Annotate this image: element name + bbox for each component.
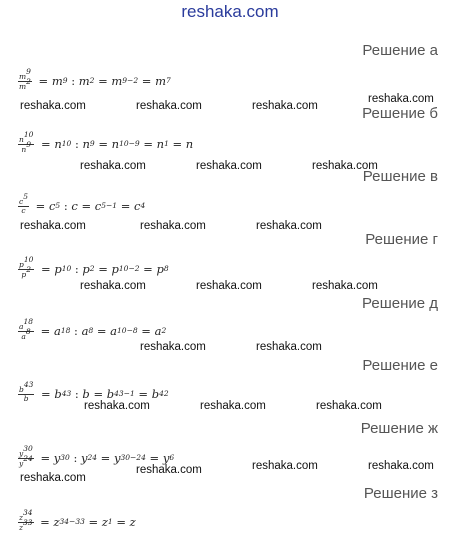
equation-b: $\frac{n^{10}}{n^9}$ = n 10 : n 9 = n 10−9 = n 1 = n — [19, 130, 194, 154]
fraction: $\frac{z^{34}}{z^{33}}$ — [19, 508, 33, 532]
fraction: $\frac{y^{30}}{y^{24}}$ — [19, 444, 33, 468]
heading-solution-b: Решение б — [362, 105, 438, 122]
watermark: reshaka.com — [196, 160, 262, 172]
watermark: reshaka.com — [252, 460, 318, 472]
heading-solution-zh: Решение ж — [360, 420, 438, 437]
fraction: $\frac{m^9}{m^2}$ — [19, 67, 31, 91]
watermark: reshaka.com — [252, 100, 318, 112]
equation-a: $\frac{m^9}{m^2}$ = m 9 : m 2 = m 9−2 = m 7 — [19, 67, 171, 91]
heading-solution-e: Решение е — [362, 357, 438, 374]
watermark: reshaka.com — [84, 400, 150, 412]
fraction: $\frac{c^5}{c}$ — [19, 192, 28, 215]
site-title[interactable]: reshaka.com — [181, 2, 279, 21]
fraction: $\frac{b^{43}}{b}$ — [19, 380, 34, 403]
equation-d: $\frac{a^{18}}{a^8}$ = a 18 : a 8 = a 10−8 = a 2 — [19, 317, 167, 341]
heading-solution-d: Решение д — [362, 295, 438, 312]
watermark: reshaka.com — [140, 341, 206, 353]
watermark: reshaka.com — [20, 220, 86, 232]
watermark: reshaka.com — [368, 460, 434, 472]
watermark: reshaka.com — [80, 160, 146, 172]
watermark: reshaka.com — [312, 160, 378, 172]
watermark: reshaka.com — [136, 100, 202, 112]
watermark: reshaka.com — [256, 220, 322, 232]
equation-z: $\frac{z^{34}}{z^{33}}$ = z 34−33 = z 1 = z — [19, 508, 136, 532]
watermark: reshaka.com — [368, 93, 434, 105]
watermark: reshaka.com — [20, 472, 86, 484]
equation-e: $\frac{b^{43}}{b}$ = b 43 : b = b 43−1 = b 42 — [19, 380, 169, 403]
watermark: reshaka.com — [256, 341, 322, 353]
watermark: reshaka.com — [312, 280, 378, 292]
watermark: reshaka.com — [80, 280, 146, 292]
watermark: reshaka.com — [316, 400, 382, 412]
fraction: $\frac{a^{18}}{a^8}$ — [19, 317, 34, 341]
watermark: reshaka.com — [200, 400, 266, 412]
equation-g: $\frac{p^{10}}{p^2}$ = p 10 : p 2 = p 10−2 = p 8 — [19, 255, 169, 279]
heading-solution-a: Решение а — [362, 42, 438, 59]
watermark: reshaka.com — [196, 280, 262, 292]
equation-zh: $\frac{y^{30}}{y^{24}}$ = y 30 : y 24 = y 30−24 = y 6 — [19, 444, 175, 468]
heading-solution-z: Решение з — [363, 485, 438, 502]
heading-solution-v: Решение в — [362, 168, 438, 185]
heading-solution-g: Решение г — [365, 231, 438, 248]
fraction: $\frac{n^{10}}{n^9}$ — [19, 130, 34, 154]
watermark: reshaka.com — [140, 220, 206, 232]
watermark: reshaka.com — [20, 100, 86, 112]
fraction: $\frac{p^{10}}{p^2}$ — [19, 255, 34, 279]
watermark: reshaka.com — [136, 464, 202, 476]
equation-v: $\frac{c^5}{c}$ = c 5 : c = c 5−1 = c 4 — [19, 192, 146, 215]
